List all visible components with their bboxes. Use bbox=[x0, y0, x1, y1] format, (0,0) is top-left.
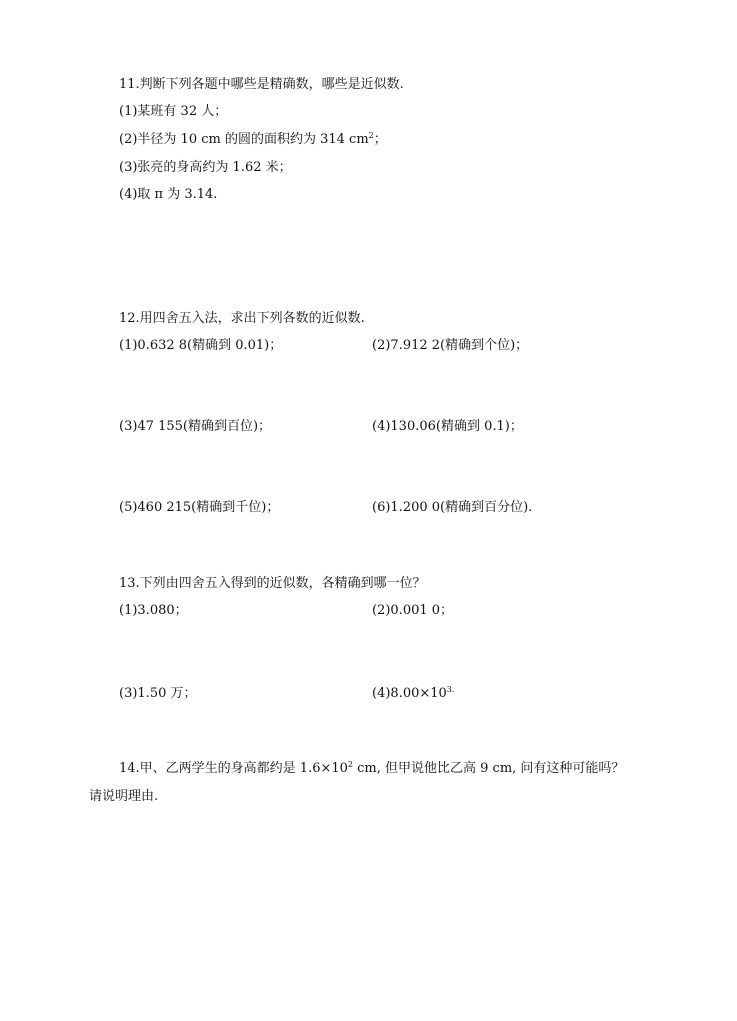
question-11-stem: 11.判断下列各题中哪些是精确数，哪些是近似数. bbox=[119, 77, 404, 92]
question-12-item-1: (1)0.632 8(精确到 0.01)； bbox=[119, 338, 283, 353]
question-13-item-1: (1)3.080； bbox=[119, 603, 188, 618]
question-12-item-3: (3)47 155(精确到百位)； bbox=[119, 419, 272, 434]
question-12-item-6: (6)1.200 0(精确到百分位). bbox=[372, 500, 533, 515]
question-12-item-5: (5)460 215(精确到千位)； bbox=[119, 500, 280, 515]
question-14-line-1: 14.甲、乙两学生的身高都约是 $1.6\times 10^2$ cm, 但甲说他比乙高 9 cm, 问有这种可能吗？ bbox=[119, 760, 625, 776]
question-14-line-2: 请说明理由. bbox=[89, 789, 159, 804]
question-13-item-2: (2)0.001 0； bbox=[372, 603, 454, 618]
question-13-item-4: $(4)8.00\times 10^{3.}$ bbox=[372, 685, 455, 701]
question-13-item-3: (3)1.50 万； bbox=[119, 686, 197, 701]
question-11-item-4: (4)取 π 为 3.14. bbox=[119, 187, 218, 202]
question-12-item-2: (2)7.912 2(精确到个位)； bbox=[372, 338, 529, 353]
question-13-stem: 13.下列由四舍五入得到的近似数，各精确到哪一位？ bbox=[119, 576, 426, 591]
question-11-item-2: (2)半径为 10 cm 的圆的面积约为 314 $cm^2$； bbox=[119, 131, 387, 147]
question-12-stem: 12.用四舍五入法，求出下列各数的近似数. bbox=[119, 311, 365, 326]
question-11-item-1: (1)某班有 32 人； bbox=[119, 104, 228, 119]
question-12-item-4: (4)130.06(精确到 0.1)； bbox=[372, 419, 523, 434]
question-11-item-3: (3)张亮的身高约为 1.62 米； bbox=[119, 160, 292, 175]
